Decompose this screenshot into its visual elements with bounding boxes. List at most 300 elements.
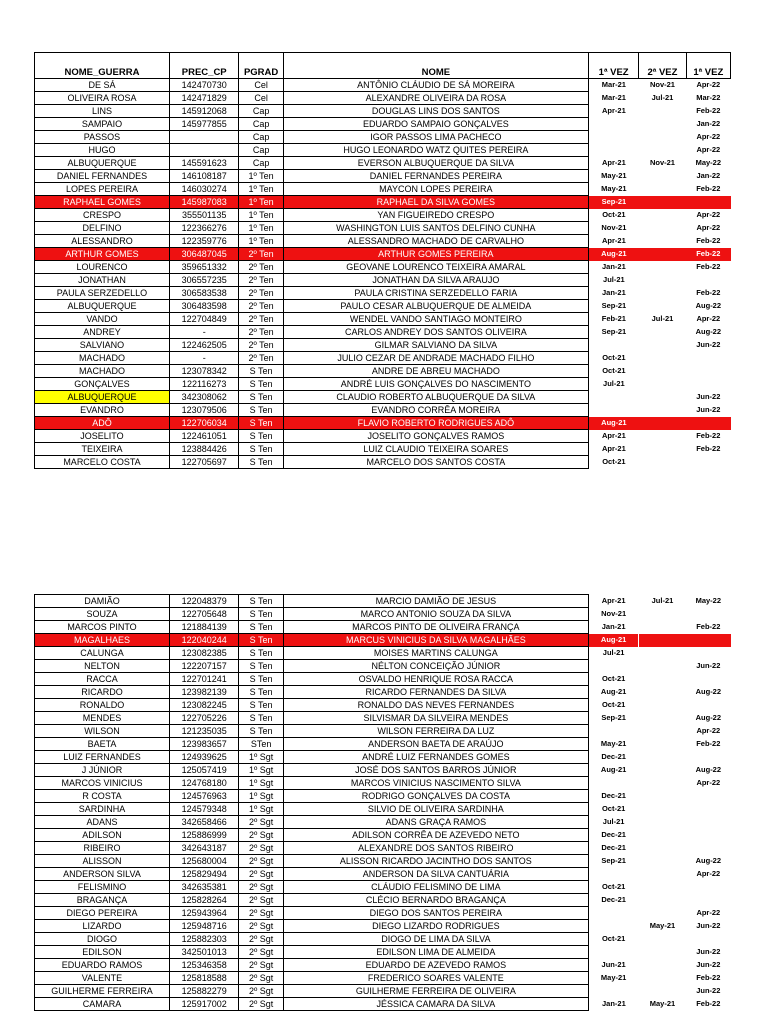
cell-nome-guerra: ARTHUR GOMES: [35, 248, 170, 261]
cell-pgrad: 1º Ten: [239, 170, 283, 183]
cell-nome: OSVALDO HENRIQUE ROSA RACCA: [283, 673, 588, 686]
cell-2a-vez: [639, 777, 686, 790]
cell-1a-vez-2: Jun-22: [696, 392, 721, 401]
table-row: [35, 959, 731, 972]
cell-prec-cp: 122705697: [169, 456, 238, 469]
cell-pgrad: 2º Sgt: [239, 946, 283, 959]
cell-prec-cp: 342658466: [169, 816, 238, 829]
cell-prec-cp: 122704849: [169, 313, 238, 326]
cell-nome: GUILHERME FERREIRA DE OLIVEIRA: [283, 985, 588, 998]
cell-1a-vez-2: Feb-22: [696, 236, 721, 245]
cell-2a-vez: [639, 300, 686, 313]
cell-1a-vez-2: Aug-22: [695, 713, 722, 722]
cell-1a-vez-2: May-22: [695, 158, 722, 167]
table-row: [35, 933, 731, 946]
cell-2a-vez: [639, 222, 686, 235]
cell-2a-vez: [639, 647, 686, 660]
cell-nome-guerra: MENDES: [35, 712, 170, 725]
cell-nome: PAULA CRISTINA SERZEDELLO FARIA: [283, 287, 588, 300]
cell-1a-vez: [588, 868, 638, 881]
table-row: [35, 881, 731, 894]
cell-1a-vez-2: [686, 647, 730, 660]
table-row: [35, 430, 731, 443]
cell-1a-vez: Oct-21: [602, 210, 626, 219]
table-row: [35, 274, 731, 287]
cell-pgrad: S Ten: [239, 456, 283, 469]
cell-nome: MARCELO DOS SANTOS COSTA: [283, 456, 588, 469]
cell-nome-guerra: EDILSON: [35, 946, 170, 959]
cell-nome-guerra: ANDREY: [35, 326, 170, 339]
table-row: [35, 621, 731, 634]
cell-1a-vez: Dec-21: [601, 843, 626, 852]
cell-2a-vez: [639, 170, 686, 183]
cell-1a-vez-2: Apr-22: [696, 908, 721, 917]
cell-prec-cp: 123884426: [169, 443, 238, 456]
table-row: [35, 855, 731, 868]
cell-1a-vez: Jul-21: [603, 379, 625, 388]
cell-nome: MAYCON LOPES PEREIRA: [283, 183, 588, 196]
cell-1a-vez: Aug-21: [588, 417, 638, 430]
cell-nome: ADILSON CORRÊA DE AZEVEDO NETO: [283, 829, 588, 842]
cell-prec-cp: 125886999: [169, 829, 238, 842]
table-row: [35, 105, 731, 118]
cell-2a-vez: [639, 105, 686, 118]
cell-prec-cp: 145977855: [169, 118, 238, 131]
cell-nome-guerra: SALVIANO: [35, 339, 170, 352]
table-row: [35, 404, 731, 417]
table-row: [35, 144, 731, 157]
cell-nome-guerra: GONÇALVES: [35, 378, 170, 391]
table-row: [35, 365, 731, 378]
cell-2a-vez: [639, 391, 686, 404]
cell-nome: SILVISMAR DA SILVEIRA MENDES: [283, 712, 588, 725]
cell-nome-guerra: MAGALHAES: [35, 634, 170, 647]
cell-pgrad: Cap: [239, 131, 283, 144]
cell-2a-vez: Jul-21: [651, 93, 674, 102]
cell-1a-vez-2: Jun-22: [696, 340, 721, 349]
cell-nome: WENDEL VANDO SANTIAGO MONTEIRO: [283, 313, 588, 326]
cell-prec-cp: 142470730: [169, 79, 238, 92]
table-row: [35, 248, 731, 261]
cell-1a-vez: Dec-21: [601, 830, 626, 839]
cell-pgrad: 1º Sgt: [239, 790, 283, 803]
cell-nome-guerra: JONATHAN: [35, 274, 170, 287]
table-row: [35, 595, 731, 608]
cell-nome-guerra: MARCOS PINTO: [35, 621, 170, 634]
cell-nome: YAN FIGUEIREDO CRESPO: [283, 209, 588, 222]
table-row: [35, 443, 731, 456]
cell-prec-cp: 122705226: [169, 712, 238, 725]
cell-pgrad: 1º Sgt: [239, 777, 283, 790]
cell-pgrad: 2º Ten: [239, 339, 283, 352]
cell-pgrad: 2º Sgt: [239, 998, 283, 1011]
cell-2a-vez: [639, 881, 686, 894]
cell-1a-vez: [588, 985, 638, 998]
cell-1a-vez-2: [686, 196, 730, 209]
cell-1a-vez: Oct-21: [601, 700, 626, 709]
cell-prec-cp: 121884139: [169, 621, 238, 634]
cell-1a-vez-2: Aug-22: [695, 765, 722, 774]
cell-prec-cp: 125818588: [169, 972, 238, 985]
cell-2a-vez: [639, 634, 686, 647]
table-row: [35, 699, 731, 712]
cell-1a-vez-2: Apr-22: [696, 726, 721, 735]
cell-nome: MARCIO DAMIÃO DE JESUS: [283, 595, 588, 608]
cell-nome-guerra: BRAGANÇA: [35, 894, 170, 907]
table-row: [35, 326, 731, 339]
cell-prec-cp: 122701241: [169, 673, 238, 686]
cell-nome: ANDRE DE ABREU MACHADO: [283, 365, 588, 378]
cell-pgrad: 2º Ten: [239, 313, 283, 326]
cell-2a-vez: [639, 738, 686, 751]
cell-2a-vez: [639, 972, 686, 985]
cell-nome-guerra: ADANS: [35, 816, 170, 829]
cell-pgrad: 2º Sgt: [239, 959, 283, 972]
cell-nome-guerra: ALBUQUERQUE: [35, 157, 170, 170]
cell-1a-vez-2: Feb-22: [696, 622, 721, 631]
cell-2a-vez: [639, 933, 686, 946]
cell-prec-cp: 355501135: [169, 209, 238, 222]
table-row: [35, 118, 731, 131]
cell-pgrad: 2º Sgt: [239, 868, 283, 881]
cell-nome: ALISSON RICARDO JACINTHO DOS SANTOS: [283, 855, 588, 868]
cell-nome-guerra: LINS: [35, 105, 170, 118]
cell-prec-cp: 145912068: [169, 105, 238, 118]
cell-nome: RONALDO DAS NEVES FERNANDES: [283, 699, 588, 712]
header-2a-vez: 2ª VEZ: [639, 53, 686, 79]
cell-2a-vez: [639, 417, 686, 430]
cell-prec-cp: 145591623: [169, 157, 238, 170]
cell-pgrad: 1º Sgt: [239, 803, 283, 816]
cell-2a-vez: Jul-21: [651, 314, 674, 323]
cell-pgrad: 1º Sgt: [239, 764, 283, 777]
cell-2a-vez: [639, 764, 686, 777]
header-nome-guerra: NOME_GUERRA: [35, 53, 170, 79]
cell-1a-vez-2: Jun-22: [696, 986, 721, 995]
cell-nome-guerra: MACHADO: [35, 352, 170, 365]
cell-prec-cp: 122462505: [169, 339, 238, 352]
table-1-body: [35, 79, 731, 469]
cell-prec-cp: [169, 131, 238, 144]
cell-pgrad: S Ten: [239, 595, 283, 608]
cell-2a-vez: [639, 829, 686, 842]
cell-1a-vez-2: May-22: [695, 596, 722, 605]
cell-1a-vez: Oct-21: [601, 882, 626, 891]
cell-1a-vez: Sep-21: [601, 713, 626, 722]
table-row: [35, 751, 731, 764]
cell-nome-guerra: TEIXEIRA: [35, 443, 170, 456]
table-row: [35, 725, 731, 738]
cell-prec-cp: 122116273: [169, 378, 238, 391]
cell-nome-guerra: WILSON: [35, 725, 170, 738]
cell-1a-vez-2: Feb-22: [696, 106, 721, 115]
cell-1a-vez: Jul-21: [603, 275, 625, 284]
cell-pgrad: 1º Sgt: [239, 751, 283, 764]
cell-2a-vez: [639, 235, 686, 248]
cell-prec-cp: 122207157: [169, 660, 238, 673]
cell-1a-vez: Jan-21: [602, 288, 626, 297]
cell-2a-vez: [639, 131, 686, 144]
cell-nome: DIEGO DOS SANTOS PEREIRA: [283, 907, 588, 920]
cell-1a-vez: Nov-21: [601, 223, 627, 232]
cell-prec-cp: 306583538: [169, 287, 238, 300]
cell-1a-vez: [588, 118, 638, 131]
cell-prec-cp: 146108187: [169, 170, 238, 183]
personnel-table-1: [34, 52, 731, 469]
cell-prec-cp: 123983657: [169, 738, 238, 751]
table-row: [35, 803, 731, 816]
cell-nome-guerra: DE SÁ: [35, 79, 170, 92]
cell-1a-vez-2: Feb-22: [696, 262, 721, 271]
cell-nome-guerra: OLIVEIRA ROSA: [35, 92, 170, 105]
cell-nome-guerra: DAMIÃO: [35, 595, 170, 608]
cell-nome-guerra: RACCA: [35, 673, 170, 686]
table-row: [35, 261, 731, 274]
cell-nome-guerra: R COSTA: [35, 790, 170, 803]
cell-nome-guerra: FELISMINO: [35, 881, 170, 894]
cell-nome: FREDERICO SOARES VALENTE: [283, 972, 588, 985]
cell-1a-vez-2: Aug-22: [695, 856, 722, 865]
cell-1a-vez-2: Jun-22: [696, 405, 721, 414]
cell-nome: JOSÉ DOS SANTOS BARROS JÚNIOR: [283, 764, 588, 777]
cell-prec-cp: [169, 144, 238, 157]
cell-pgrad: 2º Ten: [239, 248, 283, 261]
table-row: [35, 777, 731, 790]
cell-2a-vez: May-21: [649, 999, 676, 1008]
cell-2a-vez: [639, 725, 686, 738]
cell-1a-vez: [588, 725, 638, 738]
cell-2a-vez: [639, 894, 686, 907]
cell-1a-vez-2: Feb-22: [696, 444, 721, 453]
cell-nome: FLAVIO ROBERTO RODRIGUES ADÔ: [283, 417, 588, 430]
cell-pgrad: S Ten: [239, 608, 283, 621]
cell-1a-vez: Dec-21: [601, 895, 626, 904]
cell-nome-guerra: ANDERSON SILVA: [35, 868, 170, 881]
cell-1a-vez: Oct-21: [601, 674, 626, 683]
cell-2a-vez: [639, 365, 686, 378]
cell-1a-vez: [588, 920, 638, 933]
cell-1a-vez-2: Apr-22: [696, 314, 721, 323]
cell-1a-vez: [588, 144, 638, 157]
cell-1a-vez: [588, 404, 638, 417]
cell-prec-cp: 123079506: [169, 404, 238, 417]
cell-1a-vez: Sep-21: [601, 327, 627, 336]
cell-prec-cp: 123982139: [169, 686, 238, 699]
cell-nome-guerra: MARCELO COSTA: [35, 456, 170, 469]
cell-nome-guerra: ALESSANDRO: [35, 235, 170, 248]
cell-pgrad: Cap: [239, 105, 283, 118]
cell-2a-vez: [639, 274, 686, 287]
cell-nome-guerra: SOUZA: [35, 608, 170, 621]
table-row: [35, 196, 731, 209]
cell-2a-vez: [639, 608, 686, 621]
cell-2a-vez: [639, 339, 686, 352]
cell-2a-vez: Nov-21: [649, 80, 675, 90]
cell-nome: HUGO LEONARDO WATZ QUITES PEREIRA: [283, 144, 588, 157]
cell-nome-guerra: PAULA SERZEDELLO: [35, 287, 170, 300]
cell-pgrad: 2º Ten: [239, 352, 283, 365]
cell-nome-guerra: LOURENCO: [35, 261, 170, 274]
cell-pgrad: 2º Sgt: [239, 842, 283, 855]
cell-1a-vez-2: Feb-22: [696, 288, 721, 297]
table-row: [35, 300, 731, 313]
cell-1a-vez-2: [686, 417, 730, 430]
cell-nome: EVERSON ALBUQUERQUE DA SILVA: [283, 157, 588, 170]
cell-1a-vez: Apr-21: [602, 444, 626, 453]
cell-1a-vez-2: Apr-22: [696, 778, 721, 787]
cell-1a-vez-2: [686, 274, 730, 287]
table-row: [35, 686, 731, 699]
cell-pgrad: S Ten: [239, 404, 283, 417]
cell-2a-vez: [639, 673, 686, 686]
cell-nome: DIOGO DE LIMA DA SILVA: [283, 933, 588, 946]
cell-nome: MARCO ANTONIO SOUZA DA SILVA: [283, 608, 588, 621]
table-row: [35, 170, 731, 183]
cell-1a-vez-2: Jun-22: [696, 947, 721, 956]
cell-nome: CARLOS ANDREY DOS SANTOS OLIVEIRA: [283, 326, 588, 339]
cell-nome-guerra: PASSOS: [35, 131, 170, 144]
cell-1a-vez: Aug-21: [600, 765, 627, 774]
cell-prec-cp: 306487045: [169, 248, 238, 261]
cell-1a-vez-2: Jan-22: [696, 171, 721, 180]
cell-prec-cp: 125882279: [169, 985, 238, 998]
cell-nome-guerra: GUILHERME FERREIRA: [35, 985, 170, 998]
cell-1a-vez-2: [686, 894, 730, 907]
cell-1a-vez-2: [686, 842, 730, 855]
cell-nome: EVANDRO CORRÊA MOREIRA: [283, 404, 588, 417]
cell-1a-vez: Apr-21: [602, 236, 626, 245]
table-row: [35, 920, 731, 933]
cell-nome-guerra: RAPHAEL GOMES: [35, 196, 170, 209]
table-2-body: [35, 595, 731, 1011]
cell-nome: GEOVANE LOURENCO TEIXEIRA AMARAL: [283, 261, 588, 274]
cell-pgrad: 1º Ten: [239, 183, 283, 196]
cell-2a-vez: [639, 248, 686, 261]
cell-1a-vez: Dec-21: [601, 752, 626, 761]
cell-1a-vez: Apr-21: [602, 106, 626, 115]
cell-1a-vez: May-21: [601, 171, 627, 180]
table-row: [35, 608, 731, 621]
cell-pgrad: Cap: [239, 144, 283, 157]
cell-nome: ANDRÉ LUIZ FERNANDES GOMES: [283, 751, 588, 764]
cell-nome: ALEXANDRE DOS SANTOS RIBEIRO: [283, 842, 588, 855]
cell-2a-vez: [639, 443, 686, 456]
cell-nome: JONATHAN DA SILVA ARAUJO: [283, 274, 588, 287]
cell-nome: ANDERSON DA SILVA CANTUÁRIA: [283, 868, 588, 881]
cell-prec-cp: 145987083: [169, 196, 238, 209]
cell-2a-vez: May-21: [649, 921, 676, 930]
table-row: [35, 647, 731, 660]
cell-2a-vez: [639, 790, 686, 803]
cell-nome: ARTHUR GOMES PEREIRA: [283, 248, 588, 261]
cell-2a-vez: [639, 946, 686, 959]
cell-2a-vez: [639, 660, 686, 673]
cell-nome-guerra: SAMPAIO: [35, 118, 170, 131]
cell-pgrad: 1º Ten: [239, 222, 283, 235]
cell-1a-vez-2: Jun-22: [696, 661, 721, 670]
cell-prec-cp: 122705648: [169, 608, 238, 621]
cell-nome: MARCOS PINTO DE OLIVEIRA FRANÇA: [283, 621, 588, 634]
cell-pgrad: 2º Sgt: [239, 972, 283, 985]
cell-nome-guerra: ADILSON: [35, 829, 170, 842]
cell-1a-vez-2: Jun-22: [696, 921, 721, 930]
cell-pgrad: Cap: [239, 157, 283, 170]
cell-1a-vez: Sep-21: [588, 196, 638, 209]
cell-nome-guerra: RICARDO: [35, 686, 170, 699]
table-row: [35, 660, 731, 673]
cell-nome: DOUGLAS LINS DOS SANTOS: [283, 105, 588, 118]
header-prec-cp: PREC_CP: [169, 53, 238, 79]
cell-nome-guerra: BAETA: [35, 738, 170, 751]
cell-pgrad: 2º Sgt: [239, 920, 283, 933]
cell-pgrad: S Ten: [239, 634, 283, 647]
cell-pgrad: S Ten: [239, 430, 283, 443]
cell-prec-cp: 125680004: [169, 855, 238, 868]
cell-1a-vez-2: Aug-22: [695, 301, 722, 310]
cell-pgrad: 2º Sgt: [239, 829, 283, 842]
cell-prec-cp: 122366276: [169, 222, 238, 235]
cell-nome: DANIEL FERNANDES PEREIRA: [283, 170, 588, 183]
cell-nome: NÉLTON CONCEIÇÃO JÚNIOR: [283, 660, 588, 673]
cell-1a-vez: Jul-21: [602, 648, 625, 657]
table-row: [35, 378, 731, 391]
cell-1a-vez: Jan-21: [602, 999, 626, 1008]
cell-1a-vez-2: Apr-22: [696, 80, 721, 90]
cell-1a-vez: [588, 660, 638, 673]
cell-nome: ANDERSON BAETA DE ARAÚJO: [283, 738, 588, 751]
cell-nome: ADANS GRAÇA RAMOS: [283, 816, 588, 829]
cell-1a-vez-2: [686, 456, 730, 469]
cell-nome: CLÁUDIO FELISMINO DE LIMA: [283, 881, 588, 894]
table-row: [35, 634, 731, 647]
cell-1a-vez-2: Apr-22: [696, 132, 721, 141]
cell-1a-vez: [588, 777, 638, 790]
cell-pgrad: 2º Sgt: [239, 894, 283, 907]
header-pgrad: PGRAD: [239, 53, 283, 79]
cell-2a-vez: [639, 352, 686, 365]
cell-prec-cp: 122359776: [169, 235, 238, 248]
cell-1a-vez-2: Apr-22: [696, 210, 721, 219]
cell-nome: DIEGO LIZARDO RODRIGUES: [283, 920, 588, 933]
table-row: [35, 456, 731, 469]
cell-1a-vez: Oct-21: [602, 457, 626, 466]
cell-pgrad: Cap: [239, 118, 283, 131]
cell-2a-vez: [639, 144, 686, 157]
cell-1a-vez-2: Mar-22: [696, 93, 721, 102]
cell-pgrad: 1º Ten: [239, 209, 283, 222]
cell-1a-vez-2: [686, 933, 730, 946]
cell-1a-vez: Jun-21: [601, 960, 626, 969]
header-1a-vez: 1ª VEZ: [588, 53, 638, 79]
cell-1a-vez: [588, 946, 638, 959]
cell-2a-vez: [639, 621, 686, 634]
cell-1a-vez-2: [686, 673, 730, 686]
cell-1a-vez: Aug-21: [600, 687, 627, 696]
cell-1a-vez: Oct-21: [602, 366, 626, 375]
cell-1a-vez: Feb-21: [601, 314, 626, 323]
cell-nome: MARCOS VINICIUS NASCIMENTO SILVA: [283, 777, 588, 790]
cell-nome: IGOR PASSOS LIMA PACHECO: [283, 131, 588, 144]
cell-nome: CLAUDIO ROBERTO ALBUQUERQUE DA SILVA: [283, 391, 588, 404]
cell-nome: RAPHAEL DA SILVA GOMES: [283, 196, 588, 209]
cell-pgrad: S Ten: [239, 699, 283, 712]
cell-1a-vez-2: Jun-22: [696, 960, 721, 969]
table-row: [35, 92, 731, 105]
table-row: [35, 868, 731, 881]
cell-1a-vez: May-21: [600, 739, 627, 748]
cell-2a-vez: [639, 699, 686, 712]
cell-1a-vez: Aug-21: [588, 634, 638, 647]
